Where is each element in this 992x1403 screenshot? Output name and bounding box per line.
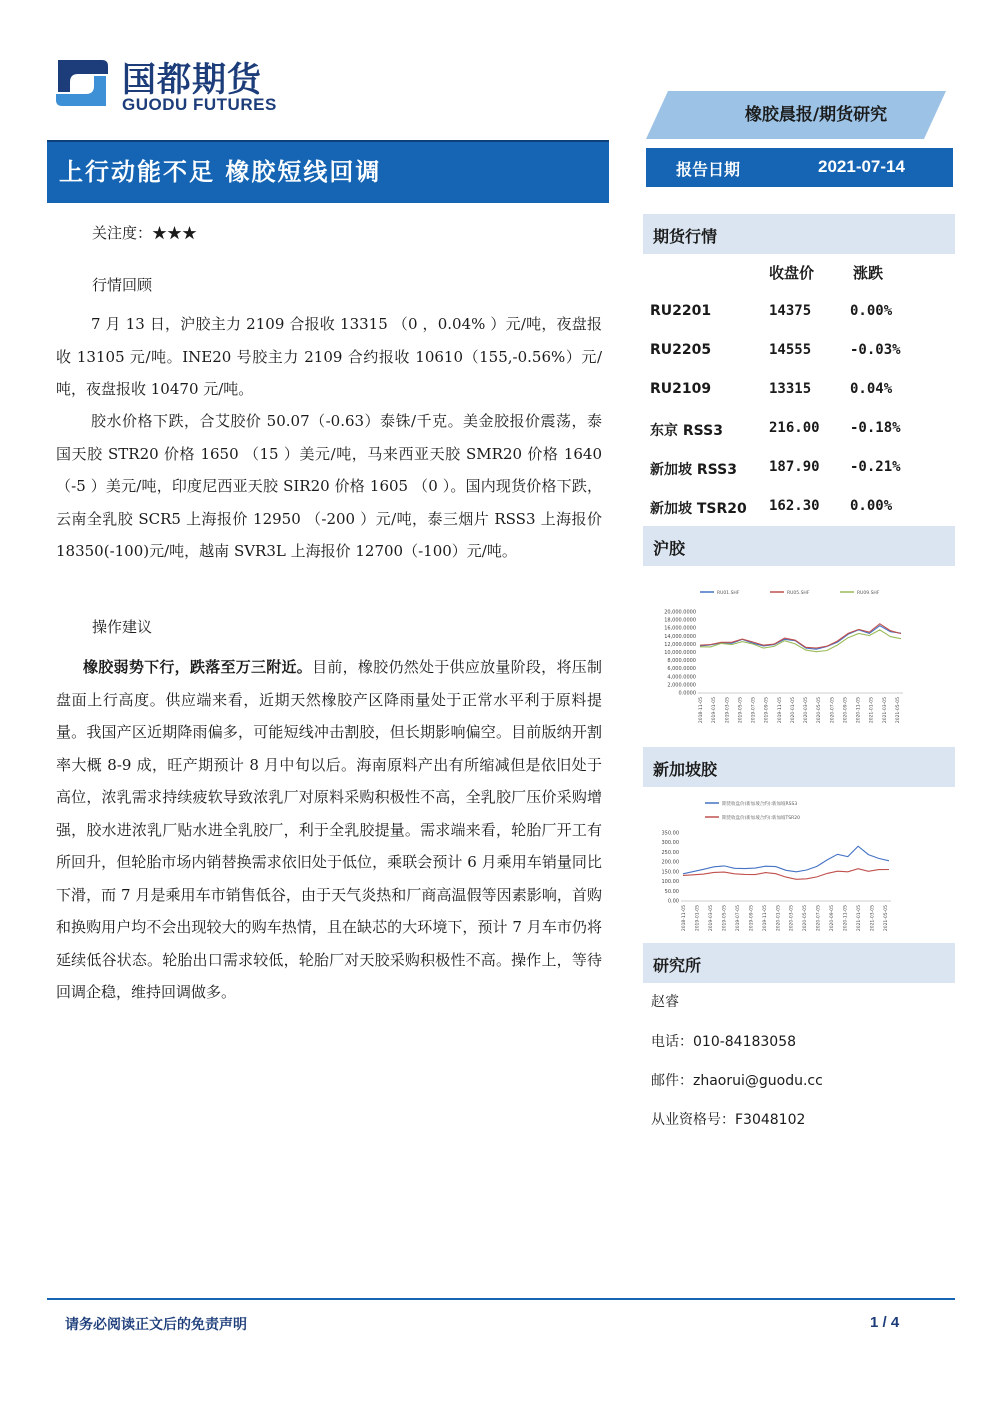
page-number: 1 / 4 <box>870 1314 900 1331</box>
legend-label: 期货收盘价(新加坡合约):新加坡RSS3 <box>722 802 798 807</box>
quote-row <box>650 381 950 405</box>
title-bar <box>47 140 609 203</box>
x-tick-label: 2021-01-05 <box>869 697 875 724</box>
x-tick-label: 2020-05-05 <box>817 697 823 724</box>
quotes-col-change: 涨跌 <box>853 264 884 282</box>
y-tick-label: 12,000.0000 <box>664 641 696 648</box>
x-tick-label: 2020-01-05 <box>776 905 782 932</box>
legend-label: RU05.SHF <box>787 591 810 596</box>
disclaimer-note: 请务必阅读正文后的免责声明 <box>65 1317 247 1333</box>
series-line <box>683 846 889 874</box>
x-tick-label: 2020-05-05 <box>803 905 809 932</box>
x-tick-label: 2019-11-05 <box>777 697 783 724</box>
x-tick-label: 2019-09-05 <box>749 905 755 932</box>
x-tick-label: 2019-01-05 <box>695 905 701 932</box>
advice-lead: 橡胶弱势下行，跌落至万三附近。 <box>83 658 313 676</box>
x-tick-label: 2020-07-05 <box>816 905 822 932</box>
shfe-rubber-chart <box>643 580 955 740</box>
quote-close: 13315 <box>769 381 812 397</box>
research-heading: 研究所 <box>643 943 955 983</box>
y-tick-label: 18,000.0000 <box>664 617 696 624</box>
x-tick-label: 2020-11-05 <box>843 905 849 932</box>
y-tick-label: 50.00 <box>664 888 679 895</box>
x-tick-label: 2021-05-05 <box>896 697 901 724</box>
title-top-rule <box>47 140 609 142</box>
analyst-phone: 电话：010-84183058 <box>651 1034 797 1050</box>
report-date-value: 2021-07-14 <box>818 157 905 176</box>
legend-label: RU01.SHF <box>717 591 740 596</box>
x-tick-label: 2020-09-05 <box>843 697 849 724</box>
y-tick-label: 150.00 <box>661 869 679 876</box>
y-tick-label: 10,000.0000 <box>664 650 696 656</box>
x-tick-label: 2020-01-05 <box>790 697 796 724</box>
quote-close: 162.30 <box>769 498 820 514</box>
x-tick-label: 2019-01-05 <box>712 697 718 724</box>
quote-name: RU2201 <box>650 303 712 319</box>
x-tick-label: 2020-07-05 <box>830 697 836 724</box>
x-tick-label: 2019-05-05 <box>722 905 728 932</box>
y-tick-label: 200.00 <box>661 859 679 866</box>
review-paragraph-2: 胶水价格下跌，合艾胶价 50.07（-0.63）泰铢/千克。美金胶报价震荡，泰国天胶 STR20 价格 1650 （15 ）美元/吨，马来西亚天胶 SMR20 价格 1640 （-5 ）美元/吨，印度尼西亚天胶 SIR20 价格 1605 （0 ）。国内现货价格下跌，云南全乳胶 SCR5 上海报价 12950 （-200 ）元/吨，泰三烟片 RSS3 上海报价 18350(-100)元/吨，越南 SVR3L 上海报价 12700（-100）元/吨。 <box>56 412 602 560</box>
quote-change: -0.03% <box>850 342 901 358</box>
quote-close: 187.90 <box>769 459 820 475</box>
x-tick-label: 2019-05-05 <box>738 697 744 724</box>
logo-name-en: GUODU FUTURES <box>122 95 277 114</box>
y-tick-label: 6,000.0000 <box>667 666 696 673</box>
legend-label: RU09.SHF <box>857 591 880 596</box>
x-tick-label: 2018-11-05 <box>682 905 687 932</box>
quote-change: -0.21% <box>850 459 901 475</box>
quote-row <box>650 420 950 444</box>
series-line <box>700 630 901 652</box>
y-tick-label: 20,000.0000 <box>664 609 696 616</box>
quote-name: 东京 RSS3 <box>650 423 723 439</box>
y-tick-label: 100.00 <box>661 879 679 886</box>
x-tick-label: 2021-03-05 <box>882 697 888 724</box>
series-line <box>700 626 901 650</box>
report-category-banner <box>646 91 946 139</box>
x-tick-label: 2019-09-05 <box>764 697 770 724</box>
quotes-col-close: 收盘价 <box>769 264 815 282</box>
y-tick-label: 16,000.0000 <box>664 625 696 632</box>
y-tick-label: 0.00 <box>667 898 679 905</box>
sgx-rubber-chart <box>643 793 955 943</box>
legend-label: 期货收盘价(新加坡合约):新加坡TSR20 <box>722 816 800 821</box>
x-tick-label: 2019-03-05 <box>725 697 731 724</box>
x-tick-label: 2019-07-05 <box>735 905 741 932</box>
quote-change: 0.04% <box>850 381 893 397</box>
x-tick-label: 2019-03-05 <box>708 905 714 932</box>
sgx-chart-heading: 新加坡胶 <box>643 747 955 787</box>
x-tick-label: 2021-05-05 <box>884 905 889 932</box>
quote-row <box>650 303 950 327</box>
quote-row <box>650 498 950 522</box>
y-tick-label: 0.0000 <box>678 690 696 697</box>
quote-name: 新加坡 RSS3 <box>650 462 737 478</box>
quote-name: RU2109 <box>650 381 712 397</box>
report-category: 橡胶晨报/期货研究 <box>744 105 888 125</box>
quote-change: 0.00% <box>850 498 893 514</box>
y-tick-label: 14,000.0000 <box>664 633 696 640</box>
advice-heading: 操作建议 <box>92 618 153 636</box>
quote-close: 14555 <box>769 342 812 358</box>
y-tick-label: 4,000.0000 <box>667 674 696 681</box>
report-date-bar <box>646 148 953 187</box>
quote-row <box>650 459 950 483</box>
analyst-name: 赵睿 <box>651 994 679 1010</box>
attention-rating: 关注度：★★★ <box>92 224 198 242</box>
quote-close: 14375 <box>769 303 812 319</box>
report-title: 上行动能不足 橡胶短线回调 <box>59 157 382 186</box>
quote-change: 0.00% <box>850 303 893 319</box>
x-tick-label: 2019-07-05 <box>751 697 757 724</box>
x-tick-label: 2020-03-05 <box>804 697 810 724</box>
x-tick-label: 2021-01-05 <box>857 905 863 932</box>
review-paragraph-1: 7 月 13 日，沪胶主力 2109 合报收 13315 （0 ，0.04% ）元/吨，夜盘报收 13105 元/吨。INE20 号胶主力 2109 合约报收 10610（155,-0.56%）元/吨，夜盘报收 10470 元/吨。 <box>56 315 602 398</box>
x-tick-label: 2021-03-05 <box>870 905 876 932</box>
x-tick-label: 2018-11-05 <box>699 697 704 724</box>
x-tick-label: 2020-11-05 <box>856 697 862 724</box>
quote-name: 新加坡 TSR20 <box>650 501 747 517</box>
analyst-email[interactable]: 邮件：zhaorui@guodu.cc <box>651 1073 823 1089</box>
x-tick-label: 2020-03-05 <box>789 905 795 932</box>
review-heading: 行情回顾 <box>92 276 153 294</box>
quote-close: 216.00 <box>769 420 820 436</box>
analyst-license: 从业资格号：F3048102 <box>651 1112 806 1128</box>
advice-paragraph <box>56 651 602 1009</box>
quote-row <box>650 342 950 366</box>
company-logo <box>50 50 300 120</box>
y-tick-label: 350.00 <box>661 830 679 837</box>
y-tick-label: 300.00 <box>661 840 679 847</box>
y-tick-label: 8,000.0000 <box>667 658 696 665</box>
logo-name-cn: 国都期货 <box>122 60 262 100</box>
report-date-label: 报告日期 <box>676 160 741 179</box>
footer-rule <box>47 1298 955 1300</box>
x-tick-label: 2020-09-05 <box>830 905 836 932</box>
quotes-heading: 期货行情 <box>643 214 955 254</box>
advice-body: 目前，橡胶仍然处于供应放量阶段，将压制盘面上行高度。供应端来看，近期天然橡胶产区降雨量处于正常水平利于原料提量。我国产区近期降雨偏多，可能短线冲击割胶，但长期影响偏空。目前版纳开割率大概 8-9 成，旺产期预计 8 月中旬以后。海南原料产出有所缩减但是依旧处于高位，浓乳需求持续疲软导致浓乳厂对原料采购积极性不高，全乳胶厂压价采购增强，胶水进浓乳厂贴水进全乳胶厂，利于全乳胶提量。需求端来看，轮胎厂开工有所回升，但轮胎市场内销替换需求依旧处于低位，乘联会预计 6 月乘用车销量同比下滑，而 7 月是乘用车市销售低谷，由于天气炎热和厂商高温假等因素影响，首购和换购用户均不会出现较大的购车热情，且在缺芯的大环境下，预计 7 月车市仍将延续低谷状态。轮胎出口需求较低，轮胎厂对天胶采购积极性不高。操作上，等待回调企稳，维持回调做多。 <box>56 658 602 1001</box>
y-tick-label: 2,000.0000 <box>667 682 696 689</box>
quote-name: RU2205 <box>650 342 712 358</box>
x-tick-label: 2019-11-05 <box>762 905 768 932</box>
quote-change: -0.18% <box>850 420 901 436</box>
logo-mark-icon <box>50 52 114 114</box>
shfe-chart-heading: 沪胶 <box>643 526 955 566</box>
y-tick-label: 250.00 <box>661 849 679 856</box>
